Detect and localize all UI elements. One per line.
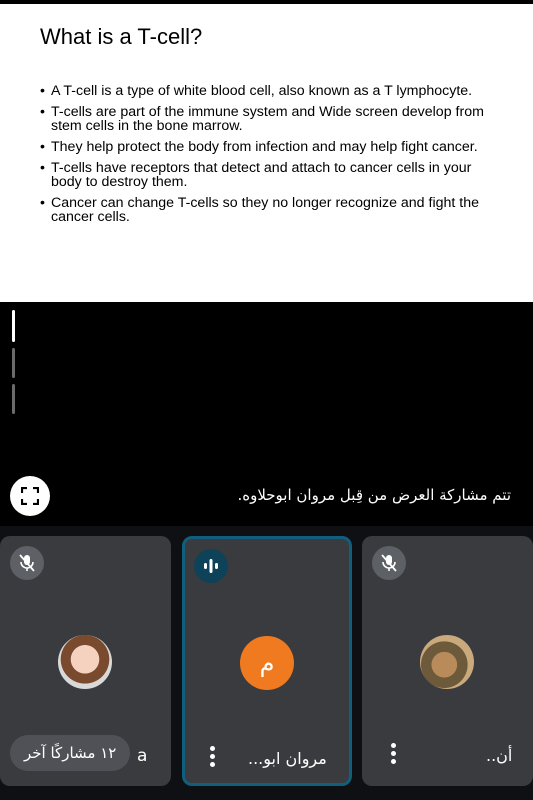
page-indicator-active xyxy=(12,310,15,342)
speaking-indicator xyxy=(194,549,228,583)
mic-muted-badge xyxy=(372,546,406,580)
presentation-area xyxy=(0,302,533,526)
dot xyxy=(391,743,396,748)
participant-tile[interactable] xyxy=(362,536,533,786)
slide-bullet-list xyxy=(40,84,500,231)
fullscreen-button[interactable] xyxy=(10,476,50,516)
presenter-caption: تتم مشاركة العرض من قِبل مروان ابوحلاوه. xyxy=(237,486,511,504)
slide-bullet: • T-cells are part of the immune system and Wide screen develop from stem cells in the bone marrow. xyxy=(40,105,500,133)
participant-tile-others[interactable] xyxy=(0,536,171,786)
more-options-button[interactable] xyxy=(388,743,398,767)
slide-bullet: • T-cells have receptors that detect and attach to cancer cells in your body to destroy them. xyxy=(40,161,500,189)
audio-level-icon xyxy=(201,556,221,576)
participant-grid xyxy=(0,526,533,800)
dot xyxy=(210,762,215,767)
slide-bullet: • Cancer can change T-cells so they no longer recognize and fight the cancer cells. xyxy=(40,196,500,224)
slide-title: What is a T-cell? xyxy=(40,24,203,49)
more-options-button[interactable] xyxy=(207,746,217,770)
fullscreen-icon xyxy=(21,487,39,505)
dot xyxy=(391,759,396,764)
participant-name: أن.. xyxy=(486,746,513,765)
shared-slide xyxy=(0,4,533,302)
dot xyxy=(391,751,396,756)
participant-name: مروان ابو... xyxy=(248,749,327,768)
mic-off-icon xyxy=(380,553,398,573)
participant-avatar xyxy=(420,635,474,689)
page-indicator xyxy=(12,384,15,414)
participant-avatar-initial: م xyxy=(240,636,294,690)
dot xyxy=(210,746,215,751)
participant-avatar xyxy=(58,635,112,689)
slide-bullet: • They help protect the body from infection and may help fight cancer. xyxy=(40,140,500,154)
mic-off-icon xyxy=(18,553,36,573)
slide-bullet: • A T-cell is a type of white blood cell, also known as a T lymphocyte. xyxy=(40,84,500,98)
mic-muted-badge xyxy=(10,546,44,580)
dot xyxy=(210,754,215,759)
page-indicator xyxy=(12,348,15,378)
other-participants-label[interactable]: ١٢ مشاركًا آخر xyxy=(10,735,130,771)
participant-name: a xyxy=(137,746,148,766)
participant-tile-speaking[interactable] xyxy=(182,536,352,786)
